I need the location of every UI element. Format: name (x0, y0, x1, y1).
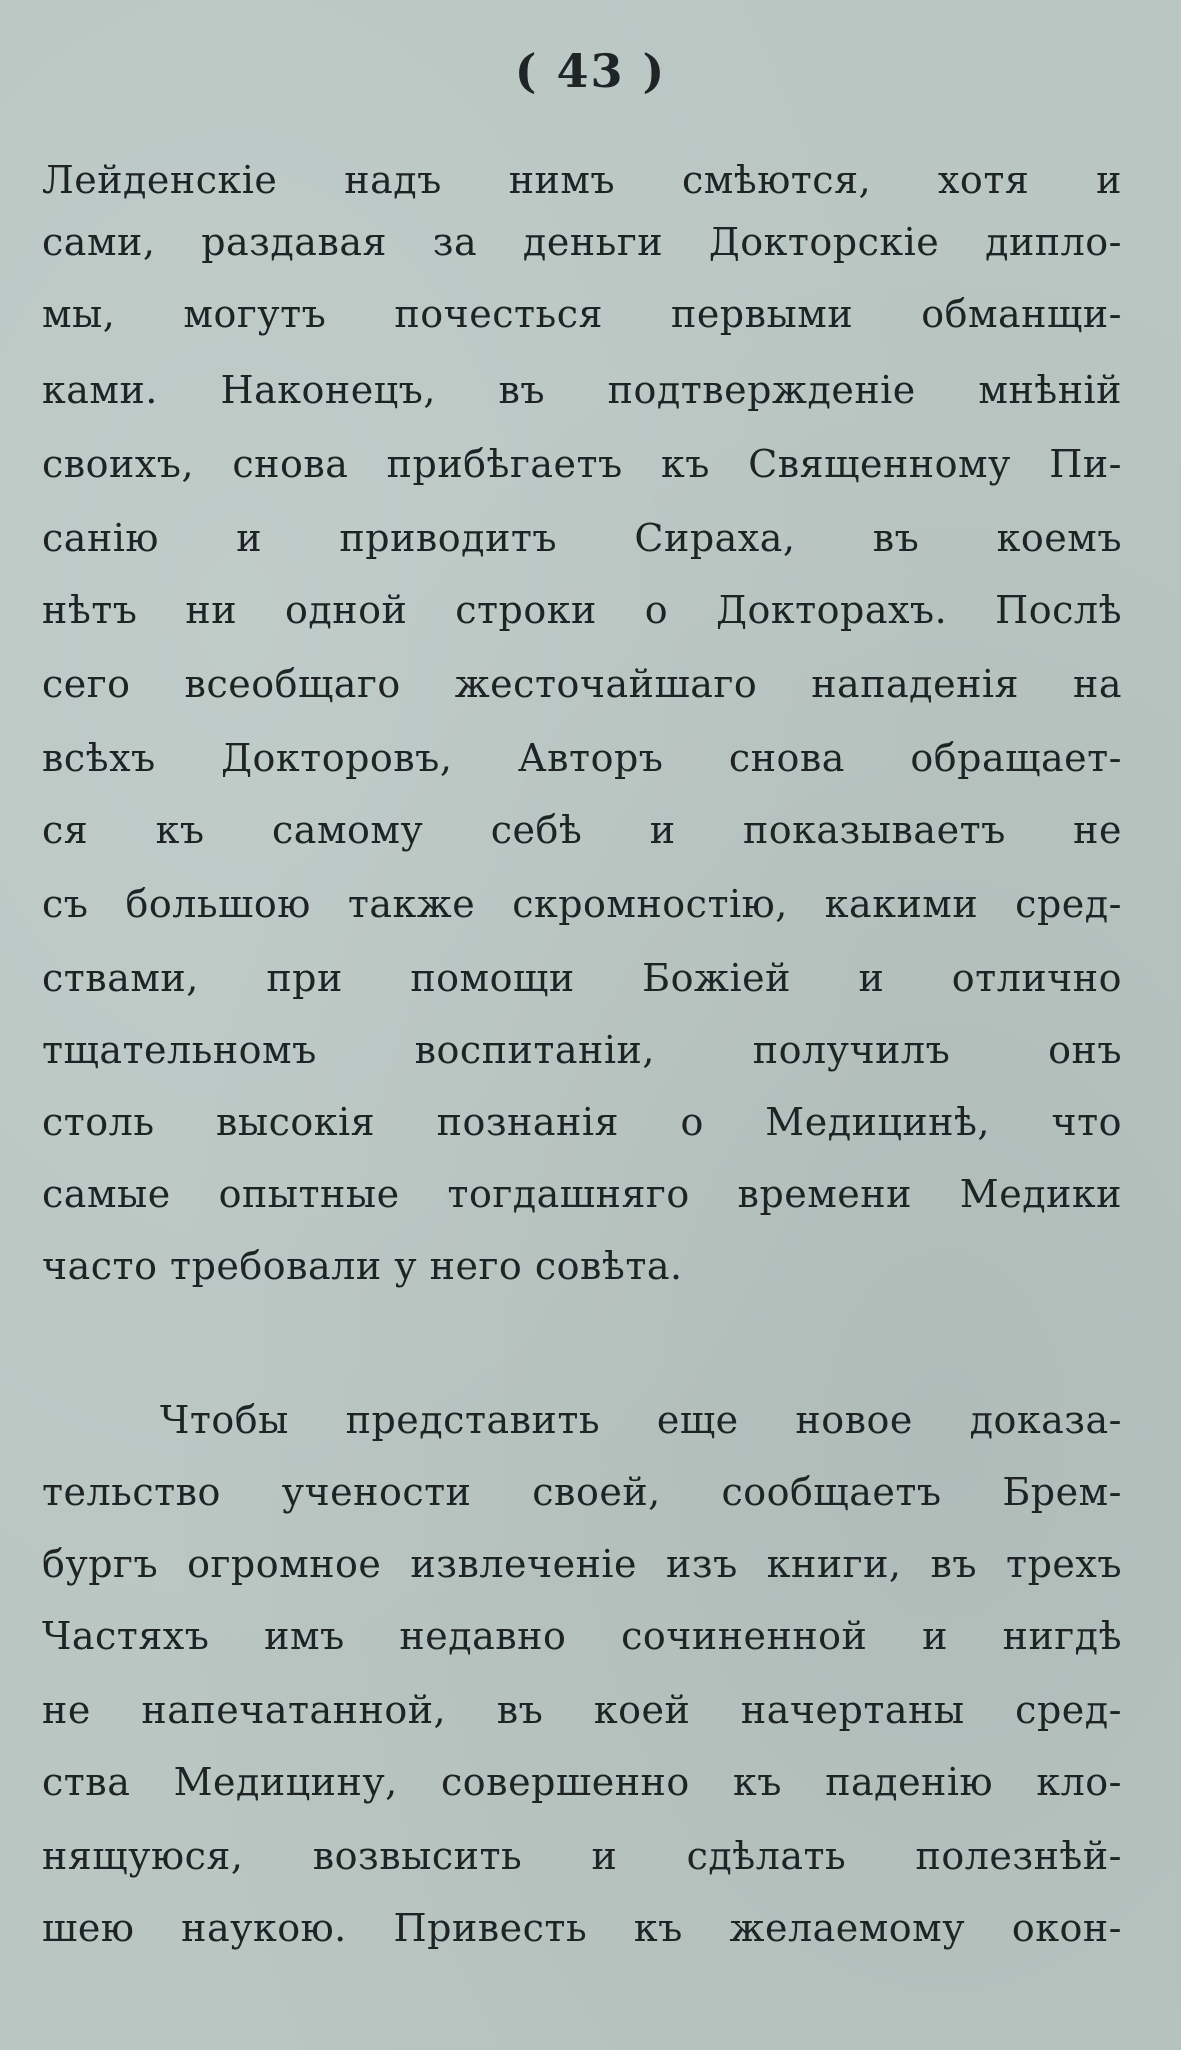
text-line: столь высокія познанія о Медицинѣ, что (42, 1100, 1122, 1144)
text-line: нѣтъ ни одной строки о Докторахъ. Послѣ (42, 588, 1122, 632)
text-line: нящуюся, возвысить и сдѣлать полезнѣй- (42, 1834, 1122, 1878)
text-line: ками. Наконецъ, въ подтвержденіе мнѣній (42, 368, 1122, 412)
text-line: тщательномъ воспитаніи, получилъ онъ (42, 1028, 1122, 1072)
text-line: санію и приводитъ Сираха, въ коемъ (42, 516, 1122, 560)
text-line: ствами, при помощи Божіей и отлично (42, 956, 1122, 1000)
text-line: мы, могутъ почесться первыми обманщи- (42, 292, 1122, 336)
text-line: бургъ огромное извлеченіе изъ книги, въ трехъ (42, 1542, 1122, 1586)
text-line: ся къ самому себѣ и показываетъ не (42, 808, 1122, 852)
text-line: сего всеобщаго жесточайшаго нападенія на (42, 662, 1122, 706)
text-line: не напечатанной, въ коей начертаны сред- (42, 1688, 1122, 1732)
text-line: часто требовали у него совѣта. (42, 1244, 683, 1288)
text-line: Частяхъ имъ недавно сочиненной и нигдѣ (42, 1614, 1122, 1658)
text-line: самые опытные тогдашняго времени Медики (42, 1172, 1122, 1216)
text-line: ства Медицину, совершенно къ паденію кло- (42, 1760, 1122, 1804)
text-line: всѣхъ Докторовъ, Авторъ снова обращает- (42, 736, 1122, 780)
text-line: съ большою также скромностію, какими сред- (42, 882, 1122, 926)
text-line: Лейденскіе надъ нимъ смѣются, хотя и (42, 158, 1122, 202)
page-number: ( 43 ) (514, 44, 667, 98)
text-line: шею наукою. Привесть къ желаемому окон- (42, 1906, 1122, 1950)
text-line: Чтобы представить еще новое доказа- (160, 1398, 1122, 1442)
text-line: тельство учености своей, сообщаетъ Брем- (42, 1470, 1122, 1514)
text-line: своихъ, снова прибѣгаетъ къ Священному Пи- (42, 442, 1122, 486)
text-line: сами, раздавая за деньги Докторскіе дипло- (42, 220, 1122, 264)
